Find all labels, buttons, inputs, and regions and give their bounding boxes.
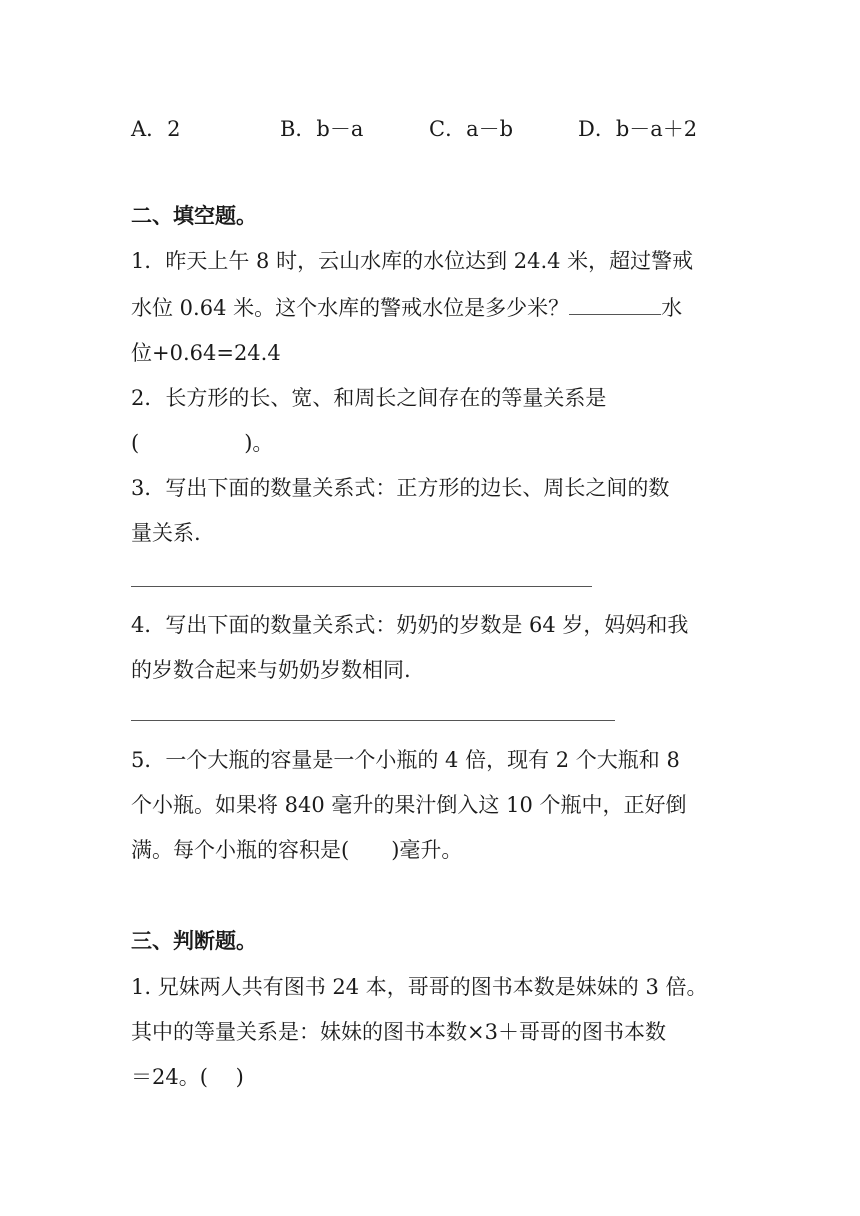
q2-5-line2: 个小瓶。如果将 840 毫升的果汁倒入这 10 个瓶中，正好倒	[131, 793, 687, 817]
answer-line[interactable]	[131, 586, 592, 587]
section-heading-true-false: 三、判断题。	[131, 929, 257, 953]
q2-5-line1: 5．一个大瓶的容量是一个小瓶的 4 倍，现有 2 个大瓶和 8	[131, 748, 680, 772]
q3-1-line3: ＝24。( )	[131, 1065, 244, 1089]
q2-1-line1: 1．昨天上午 8 时，云山水库的水位达到 24.4 米，超过警戒	[131, 249, 694, 273]
section-heading-fill-blank: 二、填空题。	[131, 204, 257, 228]
answer-line[interactable]	[131, 720, 615, 721]
q2-2-line2: ( )。	[131, 431, 274, 455]
option-b: B．b－a	[280, 117, 364, 141]
option-d: D．b－a＋2	[578, 117, 698, 141]
q2-2-line1: 2．长方形的长、宽、和周长之间存在的等量关系是	[131, 386, 607, 410]
q2-3-line1: 3．写出下面的数量关系式：正方形的边长、周长之间的数	[131, 476, 670, 500]
q2-4-line1: 4．写出下面的数量关系式：奶奶的岁数是 64 岁，妈妈和我	[131, 613, 689, 637]
answer-blank[interactable]	[569, 294, 661, 315]
q3-1-line2: 其中的等量关系是：妹妹的图书本数×3＋哥哥的图书本数	[131, 1020, 666, 1044]
q2-3-line2: 量关系.	[131, 521, 201, 545]
q2-1-line2	[131, 293, 682, 323]
option-a: A．2	[131, 117, 181, 141]
option-c: C．a－b	[429, 117, 514, 141]
q2-1-line2-text: 水位 0.64 米。这个水库的警戒水位是多少米？	[131, 296, 570, 320]
q2-5-line3: 满。每个小瓶的容积是( )毫升。	[131, 838, 463, 862]
q2-4-line2: 的岁数合起来与奶奶岁数相同.	[131, 658, 411, 682]
q2-1-line3: 位+0.64=24.4	[131, 341, 281, 365]
q2-1-line2-tail: 水	[661, 296, 683, 320]
q3-1-line1: 1. 兄妹两人共有图书 24 本，哥哥的图书本数是妹妹的 3 倍。	[131, 975, 708, 999]
